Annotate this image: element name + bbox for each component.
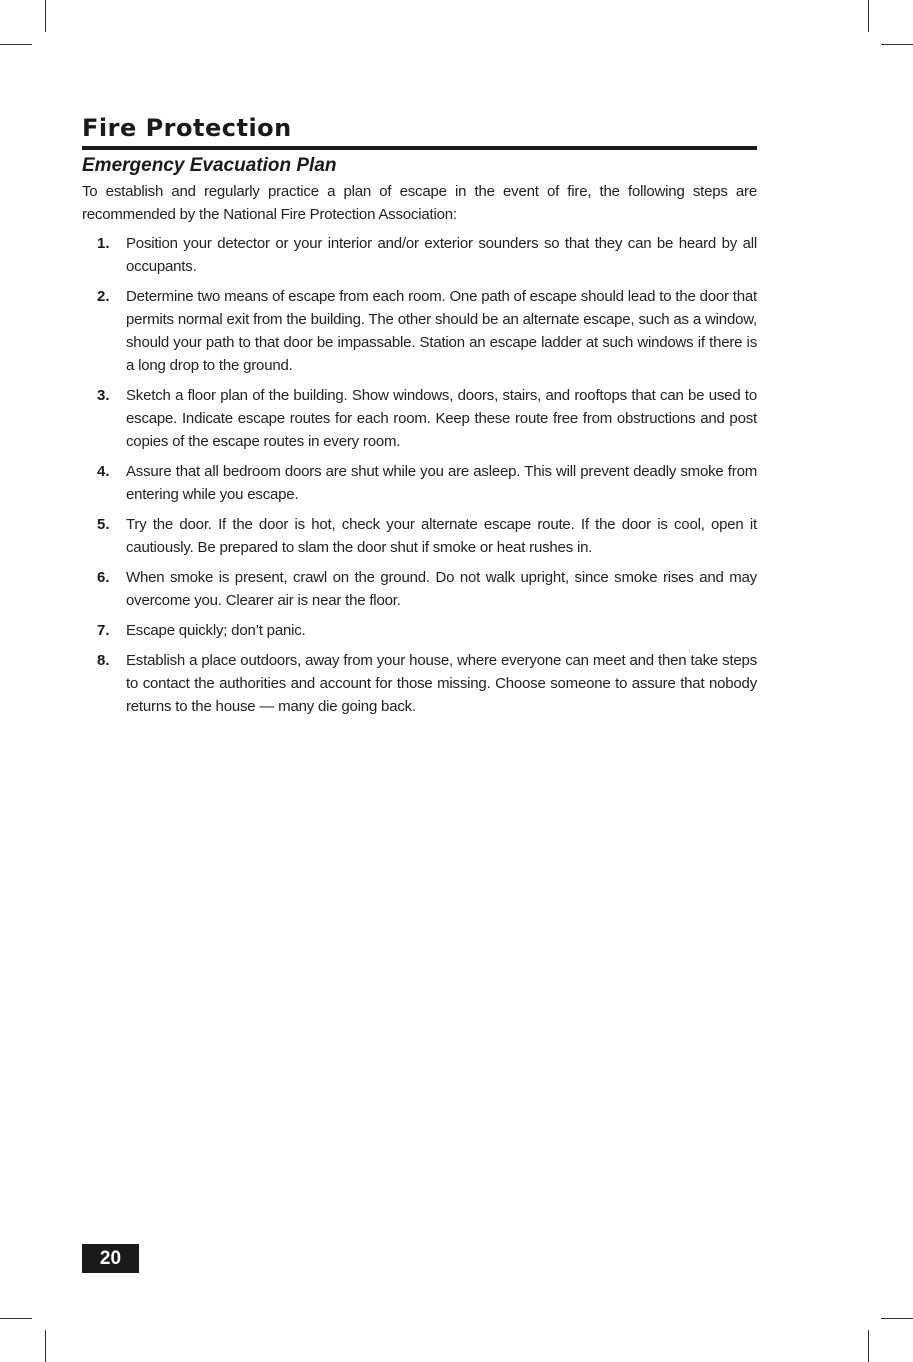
- list-item: [82, 649, 757, 718]
- list-item: [82, 285, 757, 377]
- step-text: Determine two means of escape from each room. One path of escape should lead to the door that permits normal exit from the building. The other should be an alternate escape, such as a window, should your path to that door be impassable. Station an escape ladder at such windows if there is a long drop to the ground.: [126, 288, 757, 374]
- crop-mark-top-right-horizontal: [881, 44, 913, 45]
- step-number: 7.: [97, 622, 110, 639]
- list-item: [82, 232, 757, 278]
- list-item: [82, 384, 757, 453]
- list-item: [82, 513, 757, 559]
- step-number: 5.: [97, 516, 110, 533]
- intro-paragraph: To establish and regularly practice a plan of escape in the event of fire, the following steps are recommended by the National Fire Protection Association:: [82, 183, 757, 223]
- step-text: Position your detector or your interior and/or exterior sounders so that they can be heard by all occupants.: [126, 235, 757, 275]
- step-text: Establish a place outdoors, away from your house, where everyone can meet and then take steps to contact the authorities and account for those missing. Choose someone to assure that nobody returns to the house — many die going back.: [126, 652, 757, 715]
- page-content: [82, 112, 757, 725]
- step-text: Assure that all bedroom doors are shut while you are asleep. This will prevent deadly smoke from entering while you escape.: [126, 463, 757, 503]
- page-number: 20: [82, 1244, 139, 1273]
- step-number: 2.: [97, 288, 110, 305]
- subtitle: Emergency Evacuation Plan: [82, 155, 337, 176]
- step-text: Sketch a floor plan of the building. Show windows, doors, stairs, and rooftops that can be used to escape. Indicate escape routes for each room. Keep these route free from obstructions and post copies of the escape routes in every room.: [126, 387, 757, 450]
- crop-mark-bottom-right-horizontal: [881, 1318, 913, 1319]
- list-item: [82, 619, 757, 642]
- list-item: [82, 460, 757, 506]
- step-number: 1.: [97, 235, 110, 252]
- step-text: Try the door. If the door is hot, check your alternate escape route. If the door is cool, open it cautiously. Be prepared to slam the door shut if smoke or heat rushes in.: [126, 516, 757, 556]
- step-text: Escape quickly; don’t panic.: [126, 622, 306, 639]
- crop-mark-top-left-vertical: [45, 0, 46, 32]
- crop-mark-bottom-left-horizontal: [0, 1318, 32, 1319]
- crop-mark-bottom-left-vertical: [45, 1330, 46, 1362]
- step-number: 3.: [97, 387, 110, 404]
- step-number: 4.: [97, 463, 110, 480]
- list-item: [82, 566, 757, 612]
- step-text: When smoke is present, crawl on the ground. Do not walk upright, since smoke rises and may overcome you. Clearer air is near the floor.: [126, 569, 757, 609]
- step-number: 8.: [97, 652, 110, 669]
- crop-mark-top-right-vertical: [868, 0, 869, 32]
- title-rule: [82, 146, 757, 150]
- crop-mark-bottom-right-vertical: [868, 1330, 869, 1362]
- step-number: 6.: [97, 569, 110, 586]
- steps-list: [82, 232, 757, 718]
- crop-mark-top-left-horizontal: [0, 44, 32, 45]
- section-title: Fire Protection: [82, 114, 292, 142]
